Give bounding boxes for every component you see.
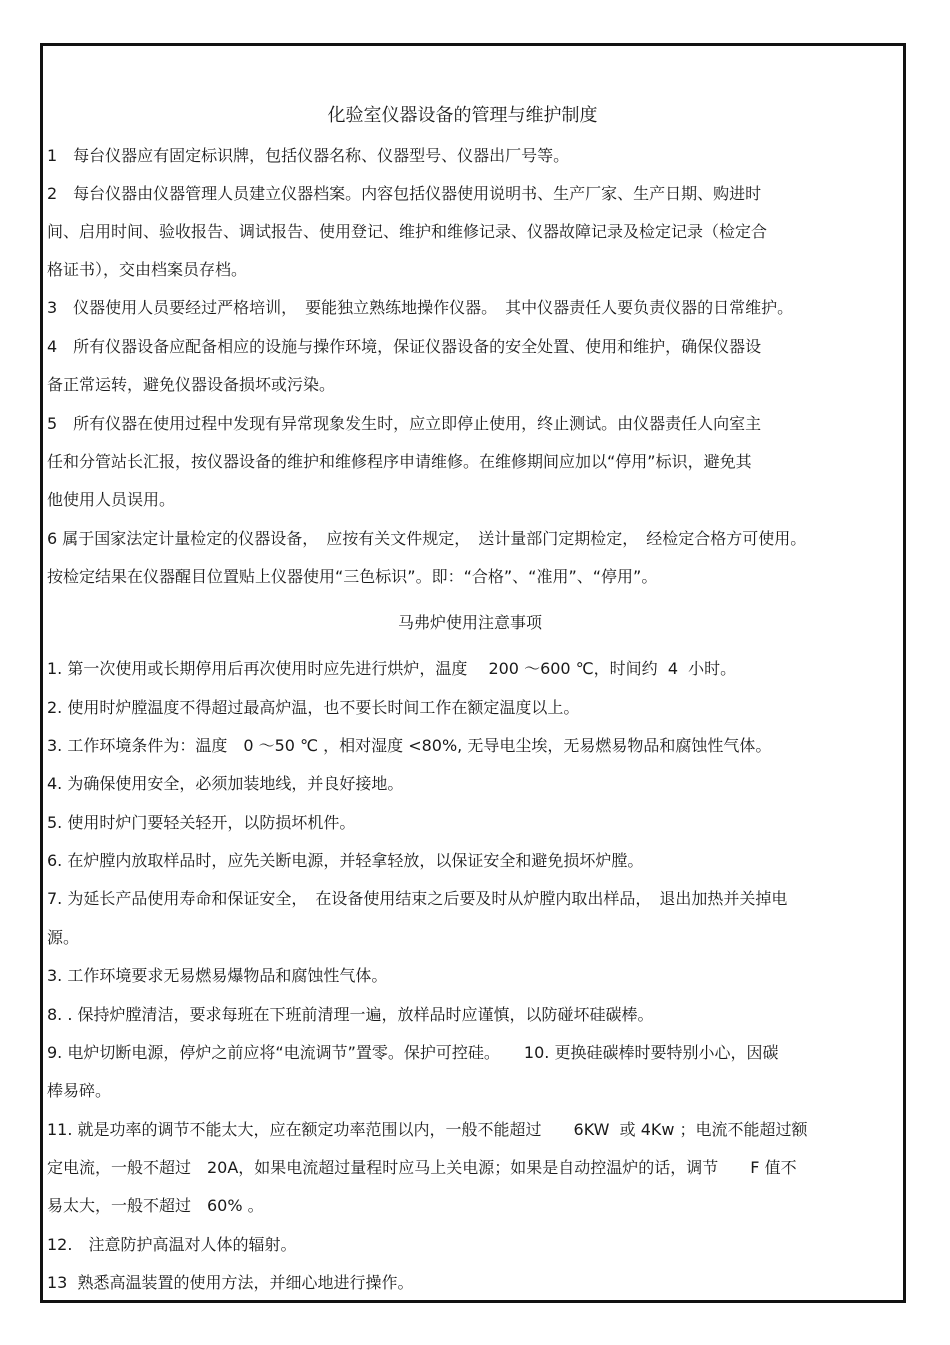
section-subtitle: 马弗炉使用注意事项 xyxy=(397,613,542,632)
rule-1-line: 1 每台仪器应有固定标识牌，包括仪器名称、仪器型号、仪器出厂号等。 xyxy=(47,146,570,165)
muffle-rule-11-line-3: 易太大，一般不超过 60% 。 xyxy=(47,1196,264,1215)
rule-6-line-1: 6 属于国家法定计量检定的仪器设备， 应按有关文件规定， 送计量部门定期检定， 经检定合格方可使用。 xyxy=(47,529,807,548)
rule-2-line-2: 间、启用时间、验收报告、调试报告、使用登记、维护和维修记录、仪器故障记录及检定记录（检定合 xyxy=(47,222,768,241)
rule-3-line: 3 仪器使用人员要经过严格培训， 要能独立熟练地操作仪器。 其中仪器责任人要负责仪器的日常维护。 xyxy=(47,298,794,317)
muffle-rule-8: 8. . 保持炉膛清洁，要求每班在下班前清理一遍，放样品时应谨慎，以防碰坏硅碳棒。 xyxy=(47,1005,654,1024)
muffle-rule-4: 4. 为确保使用安全，必须加装地线，并良好接地。 xyxy=(47,774,404,793)
muffle-rule-7-line-1: 7. 为延长产品使用寿命和保证安全， 在设备使用结束之后要及时从炉膛内取出样品， 退出加热并关掉电 xyxy=(47,889,788,908)
rule-4-line-2: 备正常运转，避免仪器设备损坏或污染。 xyxy=(47,375,336,394)
muffle-rule-3b: 3. 工作环境要求无易燃易爆物品和腐蚀性气体。 xyxy=(47,966,388,985)
rule-5-line-1: 5 所有仪器在使用过程中发现有异常现象发生时，应立即停止使用，终止测试。由仪器责任人向室主 xyxy=(47,414,762,433)
muffle-rule-9-line-1: 9. 电炉切断电源，停炉之前应将“电流调节”置零。保护可控硅。 10. 更换硅碳棒时要特别小心，因碳 xyxy=(47,1043,779,1062)
muffle-rule-9-line-2: 棒易碎。 xyxy=(47,1081,112,1100)
muffle-rule-7-line-2: 源。 xyxy=(47,928,80,947)
muffle-rule-5: 5. 使用时炉门要轻关轻开，以防损坏机件。 xyxy=(47,813,356,832)
muffle-rule-13: 13 熟悉高温装置的使用方法，并细心地进行操作。 xyxy=(47,1273,414,1292)
rule-4-line-1: 4 所有仪器设备应配备相应的设施与操作环境，保证仪器设备的安全处置、使用和维护，确保仪器设 xyxy=(47,337,762,356)
muffle-rule-3: 3. 工作环境条件为：温度 0 ～50 ℃ ，相对湿度 <80%, 无导电尘埃，无易燃易物品和腐蚀性气体。 xyxy=(47,736,772,755)
document-title: 化验室仪器设备的管理与维护制度 xyxy=(327,105,598,126)
muffle-rule-11-line-2: 定电流，一般不超过 20A，如果电流超过量程时应马上关电源；如果是自动控温炉的话，调节 F 值不 xyxy=(47,1158,797,1177)
muffle-rule-1: 1. 第一次使用或长期停用后再次使用时应先进行烘炉，温度 200 ～600 ℃，时间约 4 小时。 xyxy=(47,659,737,678)
rule-6-line-2: 按检定结果在仪器醒目位置贴上仪器使用“三色标识”。即：“合格”、“准用”、“停用”。 xyxy=(47,567,658,586)
rule-2-line-3: 格证书），交由档案员存档。 xyxy=(47,260,248,279)
muffle-rule-2: 2. 使用时炉膛温度不得超过最高炉温，也不要长时间工作在额定温度以上。 xyxy=(47,698,580,717)
muffle-rule-6: 6. 在炉膛内放取样品时，应先关断电源，并轻拿轻放，以保证安全和避免损坏炉膛。 xyxy=(47,851,644,870)
muffle-rule-12: 12. 注意防护高温对人体的辐射。 xyxy=(47,1235,297,1254)
rule-5-line-2: 任和分管站长汇报，按仪器设备的维护和维修程序申请维修。在维修期间应加以“停用”标识，避免其 xyxy=(47,452,752,471)
muffle-rule-11-line-1: 11. 就是功率的调节不能太大，应在额定功率范围以内，一般不能超过 6KW 或 4Kw ；电流不能超过额 xyxy=(47,1120,808,1139)
rule-5-line-3: 他使用人员误用。 xyxy=(47,490,176,509)
rule-2-line-1: 2 每台仪器由仪器管理人员建立仪器档案。内容包括仪器使用说明书、生产厂家、生产日期、购进时 xyxy=(47,184,762,203)
